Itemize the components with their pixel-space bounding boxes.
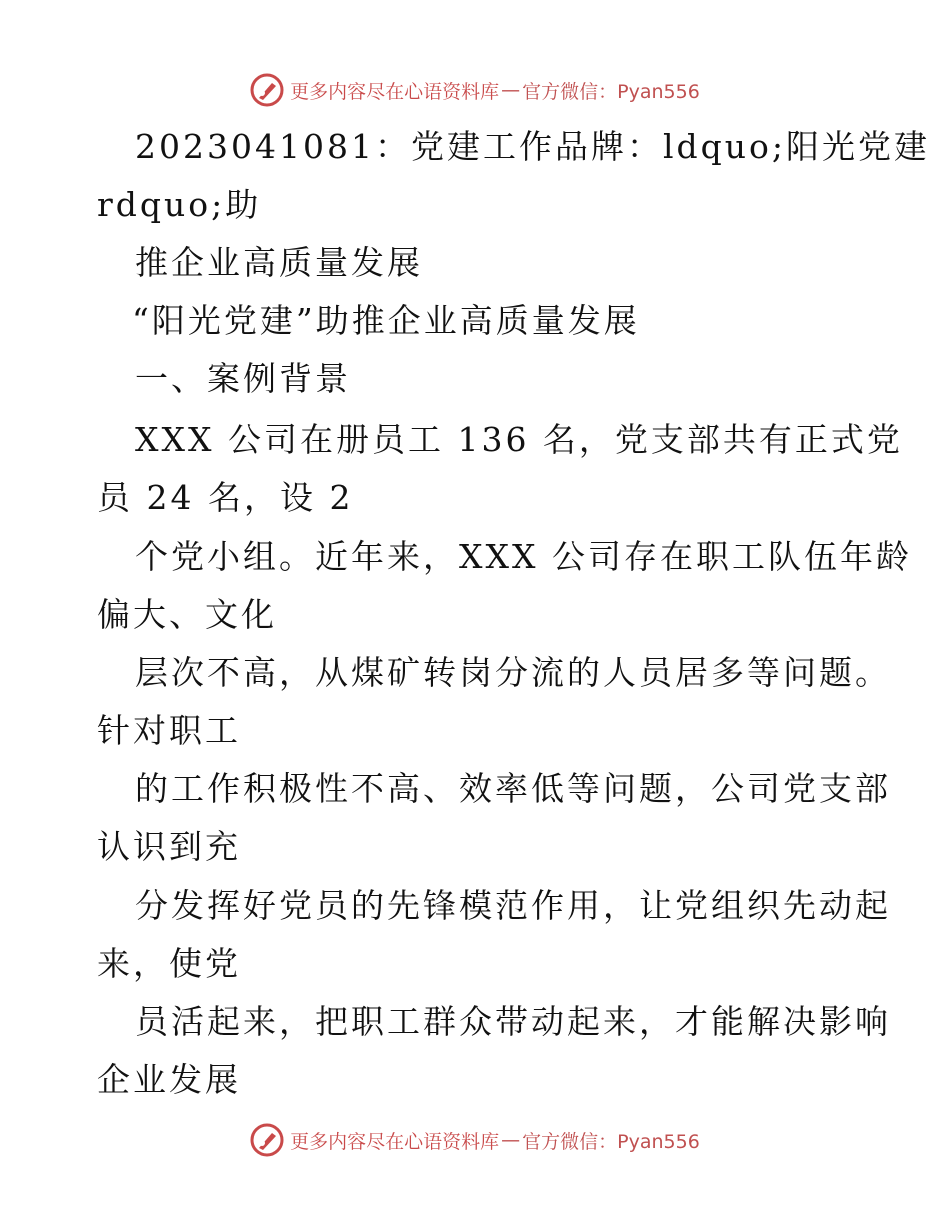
doc-line: 分发挥好党员的先锋模范作用，让党组织先动起 xyxy=(135,886,891,925)
banner-text: 更多内容尽在心语资料库 xyxy=(290,1130,500,1153)
doc-line: 员活起来，把职工群众带动起来，才能解决影响 xyxy=(135,1002,891,1041)
doc-line: 针对职工 xyxy=(97,711,241,750)
banner-text: 更多内容尽在心语资料库 xyxy=(290,80,500,103)
banner-contact: 官方微信：Pyan556 xyxy=(522,1130,700,1153)
doc-line: 的工作积极性不高、效率低等问题，公司党支部 xyxy=(135,769,891,808)
doc-line: 层次不高，从煤矿转岗分流的人员居多等问题。 xyxy=(135,653,891,692)
doc-line: 企业发展 xyxy=(97,1060,241,1099)
doc-line: XXX 公司在册员工 136 名，党支部共有正式党 xyxy=(135,420,903,459)
banner-dash: — xyxy=(501,79,521,101)
section-heading: 一、案例背景 xyxy=(135,359,351,398)
doc-line: 推企业高质量发展 xyxy=(135,243,423,282)
header-banner xyxy=(0,70,950,110)
pen-logo-icon xyxy=(250,73,284,107)
doc-line: 个党小组。近年来，XXX 公司存在职工队伍年龄 xyxy=(135,537,912,576)
doc-line: rdquo;助 xyxy=(97,185,262,224)
doc-line: 认识到充 xyxy=(97,827,241,866)
footer-banner xyxy=(0,1120,950,1160)
doc-line: 员 24 名，设 2 xyxy=(97,478,354,517)
doc-line: 2023041081：党建工作品牌：ldquo;阳光党建 xyxy=(135,127,930,166)
doc-line: 偏大、文化 xyxy=(97,595,277,634)
doc-title: “阳光党建”助推企业高质量发展 xyxy=(132,301,640,340)
pen-logo-icon xyxy=(250,1123,284,1157)
doc-line: 来，使党 xyxy=(97,944,241,983)
banner-dash: — xyxy=(501,1129,521,1151)
banner-contact: 官方微信：Pyan556 xyxy=(522,80,700,103)
